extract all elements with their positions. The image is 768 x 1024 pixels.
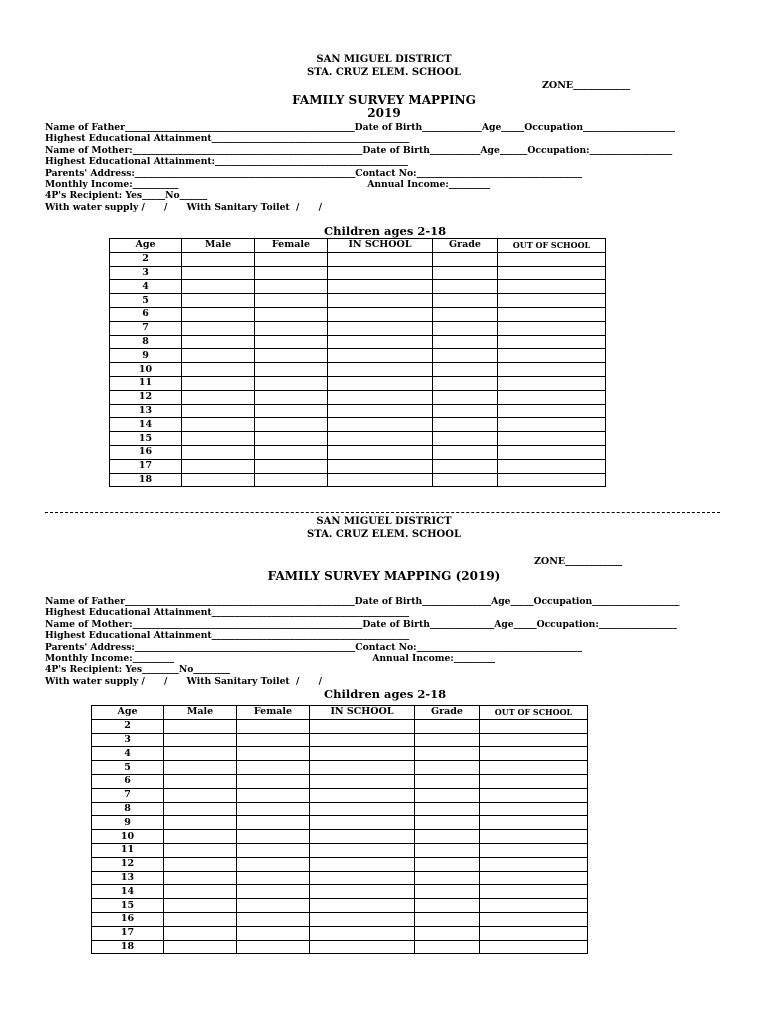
female-cell[interactable]	[255, 473, 328, 487]
age-cell: 3	[110, 266, 182, 280]
age-cell: 16	[110, 445, 182, 459]
age-cell: 4	[110, 280, 182, 294]
parents-address-line[interactable]: Parents' Address:________________________________________________Contact No:____________________________________	[45, 641, 582, 653]
out-of-school-cell[interactable]	[480, 926, 588, 940]
4ps-recipient-line[interactable]: 4P's Recipient: Yes________No________	[45, 664, 231, 676]
in-school-cell[interactable]	[310, 843, 415, 857]
female-cell[interactable]	[255, 445, 328, 459]
table-row	[110, 376, 606, 390]
grade-cell[interactable]	[433, 252, 498, 266]
mother-education-line[interactable]: Highest Educational Attainment:__________________________________________	[45, 156, 408, 168]
grade-cell[interactable]	[433, 294, 498, 308]
out-of-school-cell[interactable]	[480, 719, 588, 733]
in-school-cell[interactable]	[328, 432, 433, 446]
male-cell[interactable]	[164, 912, 237, 926]
grade-cell[interactable]	[415, 843, 480, 857]
school-heading: STA. CRUZ ELEM. SCHOOL	[307, 67, 461, 78]
grade-cell[interactable]	[415, 719, 480, 733]
female-cell[interactable]	[255, 459, 328, 473]
male-cell[interactable]	[164, 747, 237, 761]
out-of-school-cell[interactable]	[498, 473, 606, 487]
age-cell: 10	[110, 363, 182, 377]
age-cell: 8	[92, 802, 164, 816]
zone-field[interactable]: ZONE____________	[542, 80, 631, 91]
age-cell: 6	[110, 307, 182, 321]
grade-cell[interactable]	[415, 733, 480, 747]
out-of-school-cell[interactable]	[480, 899, 588, 913]
female-cell[interactable]	[237, 940, 310, 954]
col-age: Age	[110, 239, 182, 253]
in-school-cell[interactable]	[310, 940, 415, 954]
female-cell[interactable]	[255, 280, 328, 294]
col-grade: Grade	[433, 239, 498, 253]
male-cell[interactable]	[164, 830, 237, 844]
table-row	[92, 761, 588, 775]
female-cell[interactable]	[237, 843, 310, 857]
in-school-cell[interactable]	[310, 774, 415, 788]
female-cell[interactable]	[237, 733, 310, 747]
grade-cell[interactable]	[415, 940, 480, 954]
age-cell: 8	[110, 335, 182, 349]
female-cell[interactable]	[255, 252, 328, 266]
grade-cell[interactable]	[433, 266, 498, 280]
male-cell[interactable]	[182, 432, 255, 446]
age-cell: 15	[110, 432, 182, 446]
in-school-cell[interactable]	[310, 816, 415, 830]
age-cell: 9	[110, 349, 182, 363]
age-cell: 6	[92, 774, 164, 788]
in-school-cell[interactable]	[328, 307, 433, 321]
female-cell[interactable]	[237, 761, 310, 775]
grade-cell[interactable]	[415, 802, 480, 816]
grade-cell[interactable]	[433, 376, 498, 390]
table-row	[110, 473, 606, 487]
female-cell[interactable]	[237, 719, 310, 733]
grade-cell[interactable]	[433, 349, 498, 363]
age-cell: 11	[92, 843, 164, 857]
survey-year: 2019	[367, 106, 401, 120]
district-heading: SAN MIGUEL DISTRICT	[316, 54, 452, 65]
age-cell: 4	[92, 747, 164, 761]
children-table	[91, 705, 588, 954]
male-cell[interactable]	[182, 376, 255, 390]
age-cell: 5	[110, 294, 182, 308]
grade-cell[interactable]	[415, 926, 480, 940]
grade-cell[interactable]	[433, 418, 498, 432]
age-cell: 13	[92, 871, 164, 885]
grade-cell[interactable]	[433, 280, 498, 294]
out-of-school-cell[interactable]	[480, 940, 588, 954]
table-row	[92, 830, 588, 844]
mother-education-line[interactable]: Highest Educational Attainment___________________________________________	[45, 630, 410, 642]
table-row	[92, 788, 588, 802]
table-row	[110, 335, 606, 349]
male-cell[interactable]	[164, 774, 237, 788]
grade-cell[interactable]	[433, 432, 498, 446]
male-cell[interactable]	[164, 885, 237, 899]
table-row	[92, 926, 588, 940]
table-row	[92, 912, 588, 926]
grade-cell[interactable]	[415, 774, 480, 788]
table-row	[92, 816, 588, 830]
male-cell[interactable]	[164, 843, 237, 857]
male-cell[interactable]	[164, 899, 237, 913]
in-school-cell[interactable]	[328, 445, 433, 459]
out-of-school-cell[interactable]	[480, 843, 588, 857]
survey-title: FAMILY SURVEY MAPPING	[292, 93, 476, 107]
school-heading: STA. CRUZ ELEM. SCHOOL	[307, 529, 461, 540]
col-female: Female	[255, 239, 328, 253]
cut-line	[45, 512, 720, 513]
out-of-school-cell[interactable]	[498, 432, 606, 446]
male-cell[interactable]	[164, 788, 237, 802]
father-education-line[interactable]: Highest Educational Attainment___________________________________________	[45, 133, 410, 145]
male-cell[interactable]	[182, 459, 255, 473]
father-name-line[interactable]: Name of Father__________________________________________________Date of Birth_______________Age_____Occupation___________________	[45, 596, 680, 607]
out-of-school-cell[interactable]	[498, 363, 606, 377]
table-row	[110, 280, 606, 294]
income-line[interactable]: Monthly Income:_________ Annual Income:_________	[45, 653, 496, 664]
grade-cell[interactable]	[415, 747, 480, 761]
children-heading: Children ages 2-18	[324, 224, 447, 238]
female-cell[interactable]	[237, 871, 310, 885]
in-school-cell[interactable]	[328, 321, 433, 335]
table-row	[110, 432, 606, 446]
water-toilet-line[interactable]: With water supply / / With Sanitary Toilet / /	[45, 201, 322, 213]
female-cell[interactable]	[237, 857, 310, 871]
female-cell[interactable]	[237, 774, 310, 788]
grade-cell[interactable]	[433, 404, 498, 418]
water-toilet-line[interactable]: With water supply / / With Sanitary Toilet / /	[45, 675, 322, 687]
male-cell[interactable]	[182, 266, 255, 280]
age-cell: 15	[92, 899, 164, 913]
col-out-of-school: OUT OF SCHOOL	[480, 706, 588, 720]
female-cell[interactable]	[237, 899, 310, 913]
out-of-school-cell[interactable]	[480, 830, 588, 844]
out-of-school-cell[interactable]	[480, 788, 588, 802]
col-male: Male	[182, 239, 255, 253]
female-cell[interactable]	[255, 335, 328, 349]
female-cell[interactable]	[255, 307, 328, 321]
col-female: Female	[237, 706, 310, 720]
out-of-school-cell[interactable]	[480, 857, 588, 871]
out-of-school-cell[interactable]	[480, 747, 588, 761]
male-cell[interactable]	[182, 321, 255, 335]
grade-cell[interactable]	[415, 830, 480, 844]
table-row	[92, 802, 588, 816]
male-cell[interactable]	[182, 280, 255, 294]
col-in-school: IN SCHOOL	[328, 239, 433, 253]
table-row	[92, 774, 588, 788]
table-row	[92, 899, 588, 913]
age-cell: 18	[92, 940, 164, 954]
grade-cell[interactable]	[433, 321, 498, 335]
in-school-cell[interactable]	[310, 788, 415, 802]
male-cell[interactable]	[164, 926, 237, 940]
table-row	[92, 843, 588, 857]
table-row	[92, 719, 588, 733]
in-school-cell[interactable]	[310, 899, 415, 913]
in-school-cell[interactable]	[310, 830, 415, 844]
grade-cell[interactable]	[433, 459, 498, 473]
table-row	[92, 733, 588, 747]
age-cell: 13	[110, 404, 182, 418]
out-of-school-cell[interactable]	[498, 321, 606, 335]
male-cell[interactable]	[164, 719, 237, 733]
out-of-school-cell[interactable]	[480, 802, 588, 816]
female-cell[interactable]	[255, 266, 328, 280]
in-school-cell[interactable]	[310, 719, 415, 733]
grade-cell[interactable]	[433, 363, 498, 377]
age-cell: 2	[92, 719, 164, 733]
out-of-school-cell[interactable]	[498, 280, 606, 294]
col-age: Age	[92, 706, 164, 720]
age-cell: 16	[92, 912, 164, 926]
mother-name-line[interactable]: Name of Mother:__________________________________________________Date of Birth___________Age______Occupation:__________________	[45, 144, 673, 156]
table-row	[92, 747, 588, 761]
in-school-cell[interactable]	[328, 266, 433, 280]
female-cell[interactable]	[255, 363, 328, 377]
grade-cell[interactable]	[433, 390, 498, 404]
grade-cell[interactable]	[415, 912, 480, 926]
district-heading: SAN MIGUEL DISTRICT	[316, 516, 452, 527]
in-school-cell[interactable]	[328, 459, 433, 473]
4ps-recipient-line[interactable]: 4P's Recipient: Yes_____No______	[45, 190, 208, 202]
grade-cell[interactable]	[433, 445, 498, 459]
out-of-school-cell[interactable]	[498, 294, 606, 308]
in-school-cell[interactable]	[310, 733, 415, 747]
age-cell: 7	[92, 788, 164, 802]
grade-cell[interactable]	[415, 761, 480, 775]
out-of-school-cell[interactable]	[498, 418, 606, 432]
in-school-cell[interactable]	[328, 335, 433, 349]
out-of-school-cell[interactable]	[498, 335, 606, 349]
female-cell[interactable]	[237, 816, 310, 830]
female-cell[interactable]	[255, 321, 328, 335]
female-cell[interactable]	[237, 747, 310, 761]
female-cell[interactable]	[255, 349, 328, 363]
in-school-cell[interactable]	[310, 747, 415, 761]
out-of-school-cell[interactable]	[480, 774, 588, 788]
in-school-cell[interactable]	[328, 280, 433, 294]
grade-cell[interactable]	[415, 899, 480, 913]
age-cell: 9	[92, 816, 164, 830]
age-cell: 17	[110, 459, 182, 473]
table-header-row	[92, 706, 588, 720]
female-cell[interactable]	[237, 885, 310, 899]
male-cell[interactable]	[182, 418, 255, 432]
out-of-school-cell[interactable]	[480, 885, 588, 899]
in-school-cell[interactable]	[328, 252, 433, 266]
grade-cell[interactable]	[415, 871, 480, 885]
male-cell[interactable]	[164, 733, 237, 747]
age-cell: 14	[92, 885, 164, 899]
mother-name-line[interactable]: Name of Mother:__________________________________________________Date of Birth______________Age_____Occupation:_________________	[45, 618, 677, 630]
male-cell[interactable]	[164, 857, 237, 871]
table-row	[92, 940, 588, 954]
table-row	[110, 321, 606, 335]
father-education-line[interactable]: Highest Educational Attainment___________________________________________	[45, 607, 410, 619]
table-row	[110, 266, 606, 280]
table-row	[110, 294, 606, 308]
col-out-of-school: OUT OF SCHOOL	[498, 239, 606, 253]
in-school-cell[interactable]	[328, 418, 433, 432]
in-school-cell[interactable]	[328, 404, 433, 418]
age-cell: 17	[92, 926, 164, 940]
male-cell[interactable]	[164, 871, 237, 885]
in-school-cell[interactable]	[310, 912, 415, 926]
age-cell: 18	[110, 473, 182, 487]
col-in-school: IN SCHOOL	[310, 706, 415, 720]
father-name-line[interactable]: Name of Father__________________________________________________Date of Birth_____________Age_____Occupation____________________	[45, 122, 675, 133]
age-cell: 11	[110, 376, 182, 390]
female-cell[interactable]	[255, 390, 328, 404]
out-of-school-cell[interactable]	[480, 816, 588, 830]
table-row	[92, 857, 588, 871]
grade-cell[interactable]	[433, 473, 498, 487]
age-cell: 12	[92, 857, 164, 871]
in-school-cell[interactable]	[328, 473, 433, 487]
table-row	[110, 390, 606, 404]
age-cell: 3	[92, 733, 164, 747]
grade-cell[interactable]	[415, 816, 480, 830]
table-header-row	[110, 239, 606, 253]
female-cell[interactable]	[255, 404, 328, 418]
col-grade: Grade	[415, 706, 480, 720]
male-cell[interactable]	[182, 445, 255, 459]
in-school-cell[interactable]	[310, 871, 415, 885]
male-cell[interactable]	[164, 940, 237, 954]
male-cell[interactable]	[182, 335, 255, 349]
income-line[interactable]: Monthly Income:__________ Annual Income:_________	[45, 179, 491, 190]
col-male: Male	[164, 706, 237, 720]
in-school-cell[interactable]	[310, 885, 415, 899]
table-row	[110, 252, 606, 266]
age-cell: 14	[110, 418, 182, 432]
female-cell[interactable]	[237, 802, 310, 816]
out-of-school-cell[interactable]	[498, 349, 606, 363]
male-cell[interactable]	[182, 404, 255, 418]
grade-cell[interactable]	[433, 307, 498, 321]
female-cell[interactable]	[255, 376, 328, 390]
male-cell[interactable]	[182, 307, 255, 321]
children-table	[109, 238, 606, 487]
in-school-cell[interactable]	[310, 926, 415, 940]
age-cell: 12	[110, 390, 182, 404]
female-cell[interactable]	[237, 830, 310, 844]
out-of-school-cell[interactable]	[498, 404, 606, 418]
female-cell[interactable]	[255, 294, 328, 308]
male-cell[interactable]	[182, 363, 255, 377]
female-cell[interactable]	[237, 926, 310, 940]
out-of-school-cell[interactable]	[480, 912, 588, 926]
male-cell[interactable]	[164, 802, 237, 816]
out-of-school-cell[interactable]	[480, 871, 588, 885]
table-row	[110, 404, 606, 418]
female-cell[interactable]	[255, 432, 328, 446]
age-cell: 7	[110, 321, 182, 335]
in-school-cell[interactable]	[310, 802, 415, 816]
out-of-school-cell[interactable]	[498, 307, 606, 321]
male-cell[interactable]	[164, 761, 237, 775]
grade-cell[interactable]	[415, 885, 480, 899]
out-of-school-cell[interactable]	[498, 266, 606, 280]
out-of-school-cell[interactable]	[498, 459, 606, 473]
table-row	[92, 871, 588, 885]
table-row	[110, 459, 606, 473]
in-school-cell[interactable]	[310, 761, 415, 775]
out-of-school-cell[interactable]	[480, 761, 588, 775]
table-row	[110, 363, 606, 377]
parents-address-line[interactable]: Parents' Address:________________________________________________Contact No:____________________________________	[45, 167, 582, 179]
out-of-school-cell[interactable]	[498, 376, 606, 390]
zone-field[interactable]: ZONE____________	[534, 556, 623, 567]
children-heading: Children ages 2-18	[324, 687, 447, 701]
out-of-school-cell[interactable]	[498, 252, 606, 266]
male-cell[interactable]	[182, 294, 255, 308]
male-cell[interactable]	[164, 816, 237, 830]
table-row	[110, 418, 606, 432]
male-cell[interactable]	[182, 349, 255, 363]
survey-title: FAMILY SURVEY MAPPING (2019)	[267, 569, 501, 583]
female-cell[interactable]	[237, 912, 310, 926]
in-school-cell[interactable]	[328, 349, 433, 363]
out-of-school-cell[interactable]	[498, 390, 606, 404]
grade-cell[interactable]	[415, 857, 480, 871]
in-school-cell[interactable]	[328, 376, 433, 390]
in-school-cell[interactable]	[310, 857, 415, 871]
in-school-cell[interactable]	[328, 294, 433, 308]
in-school-cell[interactable]	[328, 390, 433, 404]
grade-cell[interactable]	[433, 335, 498, 349]
female-cell[interactable]	[237, 788, 310, 802]
table-row	[110, 307, 606, 321]
age-cell: 2	[110, 252, 182, 266]
table-row	[92, 885, 588, 899]
in-school-cell[interactable]	[328, 363, 433, 377]
grade-cell[interactable]	[415, 788, 480, 802]
male-cell[interactable]	[182, 390, 255, 404]
male-cell[interactable]	[182, 252, 255, 266]
age-cell: 5	[92, 761, 164, 775]
table-row	[110, 349, 606, 363]
table-row	[110, 445, 606, 459]
female-cell[interactable]	[255, 418, 328, 432]
age-cell: 10	[92, 830, 164, 844]
male-cell[interactable]	[182, 473, 255, 487]
out-of-school-cell[interactable]	[498, 445, 606, 459]
out-of-school-cell[interactable]	[480, 733, 588, 747]
